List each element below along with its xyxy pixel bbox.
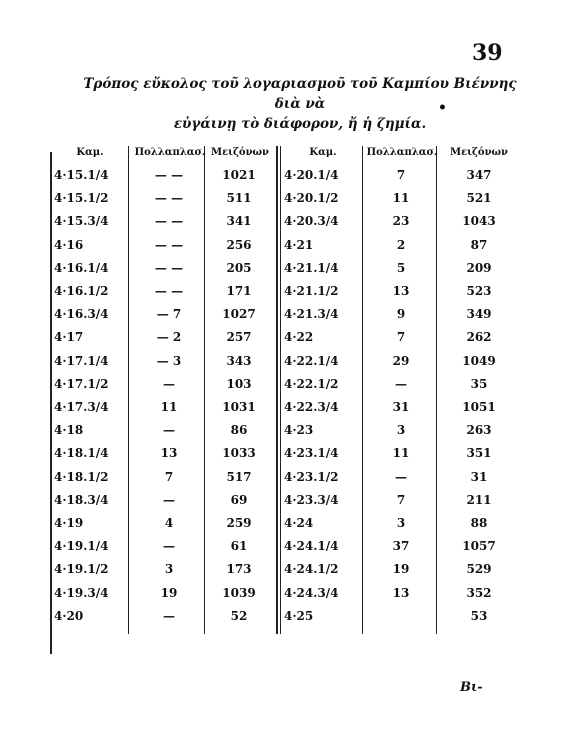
left-table-cell: 173 bbox=[226, 562, 252, 577]
right-table-cell: 4·24.1/2 bbox=[284, 562, 339, 577]
right-table-cell: 4·23.1/2 bbox=[284, 469, 339, 484]
left-table-cell: 4·16.1/4 bbox=[54, 260, 109, 275]
left-table-cell: 4·20 bbox=[54, 608, 84, 623]
left-table-cell: 4·17.3/4 bbox=[54, 400, 109, 414]
left-table-cell: 69 bbox=[230, 492, 248, 507]
right-table-cell: 4·23.3/4 bbox=[284, 492, 339, 507]
right-table-cell: 4·20.1/2 bbox=[284, 191, 339, 206]
left-table-cell: — — bbox=[154, 237, 184, 252]
left-table-cell: 4·19.3/4 bbox=[54, 585, 109, 600]
right-table-cell: 7 bbox=[396, 168, 406, 182]
left-table-cell: 4·17.1/2 bbox=[54, 376, 109, 391]
left-table-cell: 4·17.1/4 bbox=[54, 353, 109, 368]
right-table-cell: — bbox=[395, 469, 407, 484]
right-table-cell: 37 bbox=[392, 539, 410, 554]
right-table-cell: 523 bbox=[466, 284, 492, 298]
left-table-cell: — 2 bbox=[156, 330, 182, 345]
right-table-cell: 5 bbox=[396, 260, 406, 275]
right-table-cell: 347 bbox=[466, 168, 492, 182]
column-rule bbox=[128, 146, 129, 634]
right-table-cell: 351 bbox=[466, 446, 492, 461]
right-table-cell: 4·21.1/2 bbox=[284, 284, 339, 298]
left-table-cell: — — bbox=[154, 191, 184, 206]
left-table-cell: — — bbox=[154, 260, 184, 275]
left-table-cell: — bbox=[163, 376, 175, 391]
left-table-cell: 257 bbox=[226, 330, 252, 345]
column-header: Μειζόνων bbox=[450, 147, 508, 158]
right-table-cell: 87 bbox=[470, 237, 488, 252]
right-table-cell: 1043 bbox=[462, 214, 496, 229]
left-table-cell: 86 bbox=[230, 423, 248, 438]
right-table-cell: 2 bbox=[396, 237, 406, 252]
left-table-cell: 4·19 bbox=[54, 516, 84, 530]
right-table-cell: 7 bbox=[396, 330, 406, 345]
page-title bbox=[70, 74, 530, 134]
left-table-cell: 4·19.1/4 bbox=[54, 539, 109, 554]
page-number: 39 bbox=[472, 40, 503, 66]
right-table-cell: 7 bbox=[396, 492, 406, 507]
right-table-cell: 4·24.3/4 bbox=[284, 585, 339, 600]
left-table-cell: 4·15.1/4 bbox=[54, 168, 109, 182]
left-table-cell: 517 bbox=[226, 469, 252, 484]
right-table-cell: 31 bbox=[470, 469, 488, 484]
column-header: Πολλαπλασ. bbox=[366, 147, 438, 158]
left-table-cell: 4·15.3/4 bbox=[54, 214, 109, 229]
right-table-cell: 31 bbox=[392, 400, 410, 414]
left-table-cell: 4·18 bbox=[54, 423, 84, 438]
left-table-cell: 341 bbox=[226, 214, 252, 229]
left-table-cell: 1031 bbox=[222, 400, 256, 414]
left-table-cell: 1027 bbox=[222, 307, 256, 322]
right-table-cell: 4·21.1/4 bbox=[284, 260, 339, 275]
left-table-cell: 343 bbox=[226, 353, 252, 368]
left-table-cell: 511 bbox=[226, 191, 252, 206]
right-table-cell: 4·22.1/2 bbox=[284, 376, 339, 391]
left-table-cell: 4·16.1/2 bbox=[54, 284, 109, 298]
right-table-cell: 262 bbox=[466, 330, 492, 345]
right-table-cell: 4·22.3/4 bbox=[284, 400, 339, 414]
right-table-cell: 23 bbox=[392, 214, 410, 229]
left-table-cell: — bbox=[163, 539, 175, 554]
column-header: Μειζόνων bbox=[211, 147, 269, 158]
right-table-cell: 4·24 bbox=[284, 516, 314, 530]
right-table-cell: 13 bbox=[392, 585, 410, 600]
right-table-cell: 211 bbox=[466, 492, 492, 507]
left-table-cell: 1021 bbox=[222, 168, 256, 182]
left-table-cell: 11 bbox=[160, 400, 178, 414]
right-table-cell: 4·21.3/4 bbox=[284, 307, 339, 322]
right-table-cell: 4·20.1/4 bbox=[284, 168, 339, 182]
right-table-cell: 4·24.1/4 bbox=[284, 539, 339, 554]
left-table-cell: 61 bbox=[230, 539, 248, 554]
left-table-cell: 4·16.3/4 bbox=[54, 307, 109, 322]
column-rule bbox=[362, 146, 363, 634]
left-table-cell: — bbox=[163, 423, 175, 438]
right-table-cell: 4·21 bbox=[284, 237, 314, 252]
right-table-cell: 11 bbox=[392, 191, 410, 206]
right-table-cell: 352 bbox=[466, 585, 492, 600]
right-table-cell: 35 bbox=[470, 376, 488, 391]
right-table-cell: 1049 bbox=[462, 353, 496, 368]
right-table-cell: 4·23.1/4 bbox=[284, 446, 339, 461]
column-rule bbox=[280, 146, 281, 634]
left-table-cell: 171 bbox=[226, 284, 252, 298]
right-table-cell: 4·23 bbox=[284, 423, 314, 438]
left-table-cell: 205 bbox=[226, 260, 252, 275]
right-table-cell: 4·22.1/4 bbox=[284, 353, 339, 368]
left-table-cell: 4·17 bbox=[54, 330, 84, 345]
left-table-cell: 19 bbox=[160, 585, 178, 600]
right-table-cell: 88 bbox=[470, 516, 488, 530]
left-table-cell: 4·15.1/2 bbox=[54, 191, 109, 206]
left-table-cell: — bbox=[163, 492, 175, 507]
right-table-cell: 209 bbox=[466, 260, 492, 275]
column-header: Πολλαπλασ. bbox=[134, 147, 206, 158]
right-table-cell: 4·25 bbox=[284, 608, 314, 623]
left-table-cell: — — bbox=[154, 284, 184, 298]
right-table-cell: 1057 bbox=[462, 539, 496, 554]
right-table-cell: 4·20.3/4 bbox=[284, 214, 339, 229]
left-table-cell: 3 bbox=[164, 562, 174, 577]
title-line-1: Τρόπος εὔκολος τοῦ λογαριασμοῦ τοῦ Καμπίου Βιέννης διὰ νὰ bbox=[83, 76, 517, 112]
left-table-cell: 4·16 bbox=[54, 237, 84, 252]
left-table-cell: 7 bbox=[164, 469, 174, 484]
left-table-cell: — 3 bbox=[156, 353, 182, 368]
column-rule bbox=[50, 152, 52, 654]
left-table-cell: 13 bbox=[160, 446, 178, 461]
left-table-cell: 103 bbox=[226, 376, 252, 391]
column-header: Καμ. bbox=[76, 147, 104, 158]
right-table-cell: 263 bbox=[466, 423, 492, 438]
left-table-cell: 1039 bbox=[222, 585, 256, 600]
left-table-cell: 4·18.1/4 bbox=[54, 446, 109, 461]
left-table-cell: 4·19.1/2 bbox=[54, 562, 109, 577]
right-table-cell: 3 bbox=[396, 516, 406, 530]
left-table-cell: — — bbox=[154, 168, 184, 182]
right-table-cell bbox=[364, 605, 438, 627]
right-table-cell: 13 bbox=[392, 284, 410, 298]
right-table-cell: 529 bbox=[466, 562, 492, 577]
left-table-cell: — 7 bbox=[156, 307, 182, 322]
left-table-cell: 259 bbox=[226, 516, 252, 530]
right-table-cell: 53 bbox=[470, 608, 488, 623]
right-table-cell: — bbox=[395, 376, 407, 391]
right-table-cell: 29 bbox=[392, 353, 410, 368]
left-table-cell: — bbox=[163, 608, 175, 623]
catchword: Βι- bbox=[460, 680, 483, 695]
left-table-cell: — — bbox=[154, 214, 184, 229]
right-table-cell: 9 bbox=[396, 307, 406, 322]
right-table-cell: 11 bbox=[392, 446, 410, 461]
right-table-cell: 19 bbox=[392, 562, 410, 577]
right-table-cell: 3 bbox=[396, 423, 406, 438]
right-table-cell: 4·22 bbox=[284, 330, 314, 345]
title-line-2: εὐγάινῃ τὸ διάφορον, ἤ ἡ ζημία. bbox=[173, 116, 427, 132]
left-table-cell: 4 bbox=[164, 516, 174, 530]
column-rule bbox=[276, 146, 278, 634]
right-table-cell: 349 bbox=[466, 307, 492, 322]
column-header: Καμ. bbox=[309, 147, 337, 158]
left-table-cell: 4·18.3/4 bbox=[54, 492, 109, 507]
right-table-cell: 521 bbox=[466, 191, 492, 206]
right-table-cell: 1051 bbox=[462, 400, 496, 414]
left-table-cell: 4·18.1/2 bbox=[54, 469, 109, 484]
left-table-cell: 256 bbox=[226, 237, 252, 252]
title-dot: • bbox=[438, 100, 447, 116]
left-table-cell: 52 bbox=[230, 608, 248, 623]
left-table-cell: 1033 bbox=[222, 446, 256, 461]
